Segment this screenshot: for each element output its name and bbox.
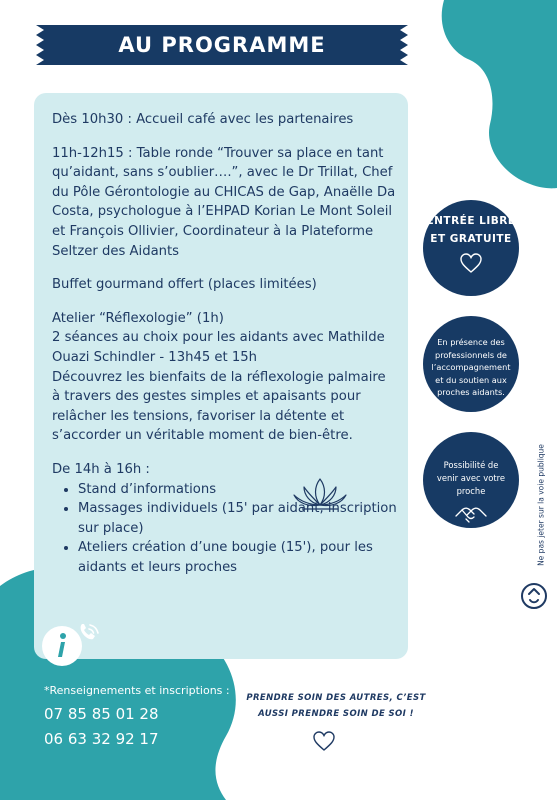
closing-quote: PRENDRE SOIN DES AUTRES, C’EST AUSSI PRENDRE SOIN DE SOI ! [246, 693, 426, 719]
atelier-description: Découvrez les bienfaits de la réflexologie palmaire à travers des gestes simples et apaisants pour relâcher les tensions, favoriser la détente et s’accorder un véritable moment de bien-être. [52, 369, 386, 444]
phone-number[interactable]: 07 85 85 01 28 [44, 705, 159, 723]
list-item: • Stand d’informations [78, 480, 397, 500]
badge-presence [423, 316, 519, 412]
program-accueil: Dès 10h30 : Accueil café avec les partenaires [52, 112, 354, 127]
list-item: • Ateliers création d’une bougie (15'), pour les aidants et leurs proches [78, 538, 397, 577]
atelier-title: Atelier “Réflexologie” (1h) [52, 310, 224, 326]
badge-possibilite-text: Possibilité de venir avec votre proche [436, 460, 506, 496]
side-note [535, 430, 547, 580]
hands-icon [454, 502, 488, 524]
list-item: • Massages individuels (15' par aidant, inscription sur place) [78, 499, 397, 538]
atelier-sessions: 2 séances au choix pour les aidants avec Mathilde Ouazi Schindler - 13h45 et 15h [52, 330, 385, 365]
contact-block [44, 683, 244, 751]
contact-label: *Renseignements et inscriptions : [44, 684, 230, 697]
badge-entree-text: ENTRÉE LIBRE ET GRATUITE [426, 215, 516, 245]
program-table-ronde: 11h-12h15 : Table ronde “Trouver sa place en tant qu’aidant, sans s’oublier….”, avec le Dr Trillat, Chef du Pôle Gérontologie au CHICAS de Gap, Anaëlle Da Costa, psychologue à l’EHPAD Korian Le Mont Soleil et François Ollivier, Coordinateur à la Plateforme Seltzer des Aidants [52, 145, 396, 259]
badge-possibilite [423, 432, 519, 528]
badge-entree-libre [423, 200, 519, 296]
lotus-icon [290, 475, 350, 511]
heart-icon [312, 730, 336, 752]
phone-number[interactable]: 06 63 32 92 17 [44, 730, 159, 748]
heart-icon [459, 252, 483, 274]
recycle-icon [520, 582, 548, 610]
badge-presence-text: En présence des professionnels de l’accompagnement et du soutien aux proches aidants. [431, 337, 511, 397]
afternoon-title: De 14h à 16h : [52, 461, 150, 477]
side-note-text: Ne pas jeter sur la voie publique [536, 444, 546, 566]
program-buffet: Buffet gourmand offert (places limitées) [52, 277, 317, 293]
page-title: AU PROGRAMME [118, 33, 326, 57]
info-phone-icon [40, 620, 102, 670]
